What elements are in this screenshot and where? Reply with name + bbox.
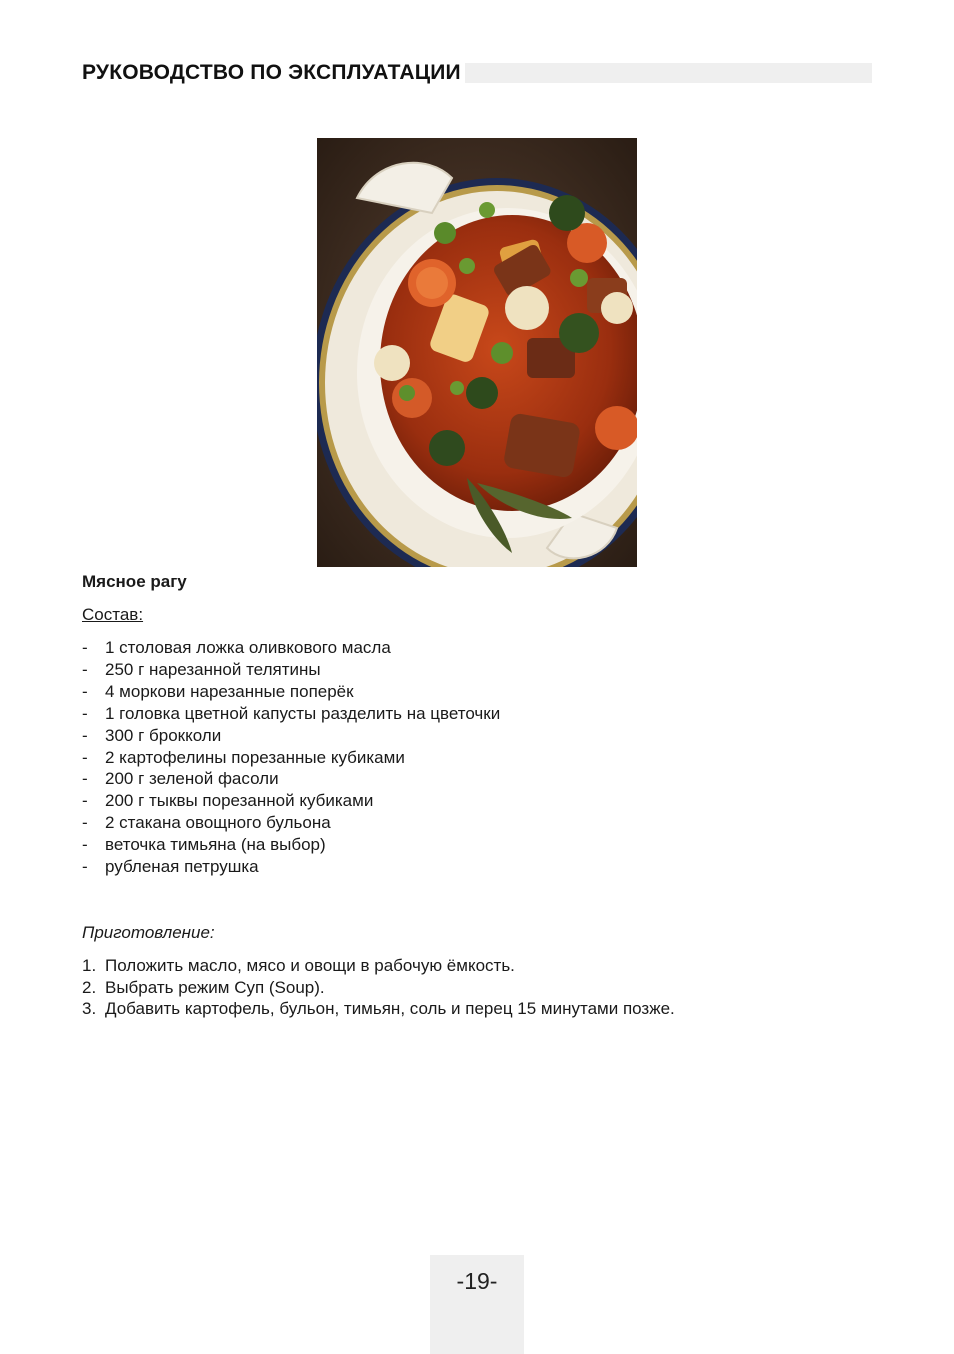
bullet-dash: -: [82, 747, 88, 767]
step-item: [82, 977, 675, 999]
bullet-dash: -: [82, 813, 88, 833]
step-text: Положить масло, мясо и овощи в рабочую ёмкость.: [105, 956, 515, 975]
ingredient-text: 250 г нарезанной телятины: [105, 659, 321, 679]
list-item: [82, 659, 500, 681]
list-item: [82, 768, 500, 790]
ingredients-heading: Состав:: [82, 605, 144, 624]
step-item: [82, 998, 675, 1020]
list-item: [82, 747, 500, 769]
list-item: [82, 834, 500, 856]
bullet-dash: -: [82, 835, 88, 855]
ingredient-text: 300 г брокколи: [105, 725, 222, 745]
recipe-title: Мясное рагу: [82, 572, 187, 591]
list-item: [82, 856, 500, 878]
list-item: [82, 681, 500, 703]
list-item: [82, 637, 500, 659]
ingredient-text: 200 г зеленой фасоли: [105, 769, 279, 789]
ingredient-text: 1 столовая ложка оливкового масла: [105, 638, 391, 657]
bullet-dash: -: [82, 638, 88, 657]
list-item: [82, 703, 500, 725]
list-item: [82, 725, 500, 747]
ingredients-list: [82, 637, 500, 878]
page-title: РУКОВОДСТВО ПО ЭКСПЛУАТАЦИИ: [82, 60, 465, 86]
bullet-dash: -: [82, 703, 88, 723]
step-number: 3.: [82, 999, 97, 1018]
steps-list: [82, 955, 675, 1020]
bullet-dash: -: [82, 681, 88, 701]
list-item: [82, 790, 500, 812]
step-number: 2.: [82, 977, 97, 997]
bullet-dash: -: [82, 725, 88, 745]
ingredient-text: 2 стакана овощного бульона: [105, 813, 331, 833]
ingredient-text: 4 моркови нарезанные поперёк: [105, 681, 354, 701]
step-item: [82, 955, 675, 977]
stew-photo: [317, 138, 637, 567]
list-item: [82, 812, 500, 834]
preparation-heading: Приготовление:: [82, 923, 215, 942]
page-number: -19-: [456, 1268, 498, 1294]
step-text: Добавить картофель, бульон, тимьян, соль и перец 15 минутами позже.: [105, 999, 675, 1018]
ingredient-text: 1 головка цветной капусты разделить на цветочки: [105, 703, 501, 723]
bullet-dash: -: [82, 857, 88, 877]
ingredient-text: веточка тимьяна (на выбор): [105, 835, 326, 855]
step-number: 1.: [82, 956, 97, 975]
ingredient-text: 200 г тыквы порезанной кубиками: [105, 791, 374, 811]
ingredient-text: рубленая петрушка: [105, 857, 259, 877]
step-text: Выбрать режим Суп (Soup).: [105, 977, 325, 997]
bullet-dash: -: [82, 769, 88, 789]
bullet-dash: -: [82, 659, 88, 679]
ingredient-text: 2 картофелины порезанные кубиками: [105, 747, 405, 767]
stew-illustration: [317, 138, 637, 567]
bullet-dash: -: [82, 791, 88, 811]
